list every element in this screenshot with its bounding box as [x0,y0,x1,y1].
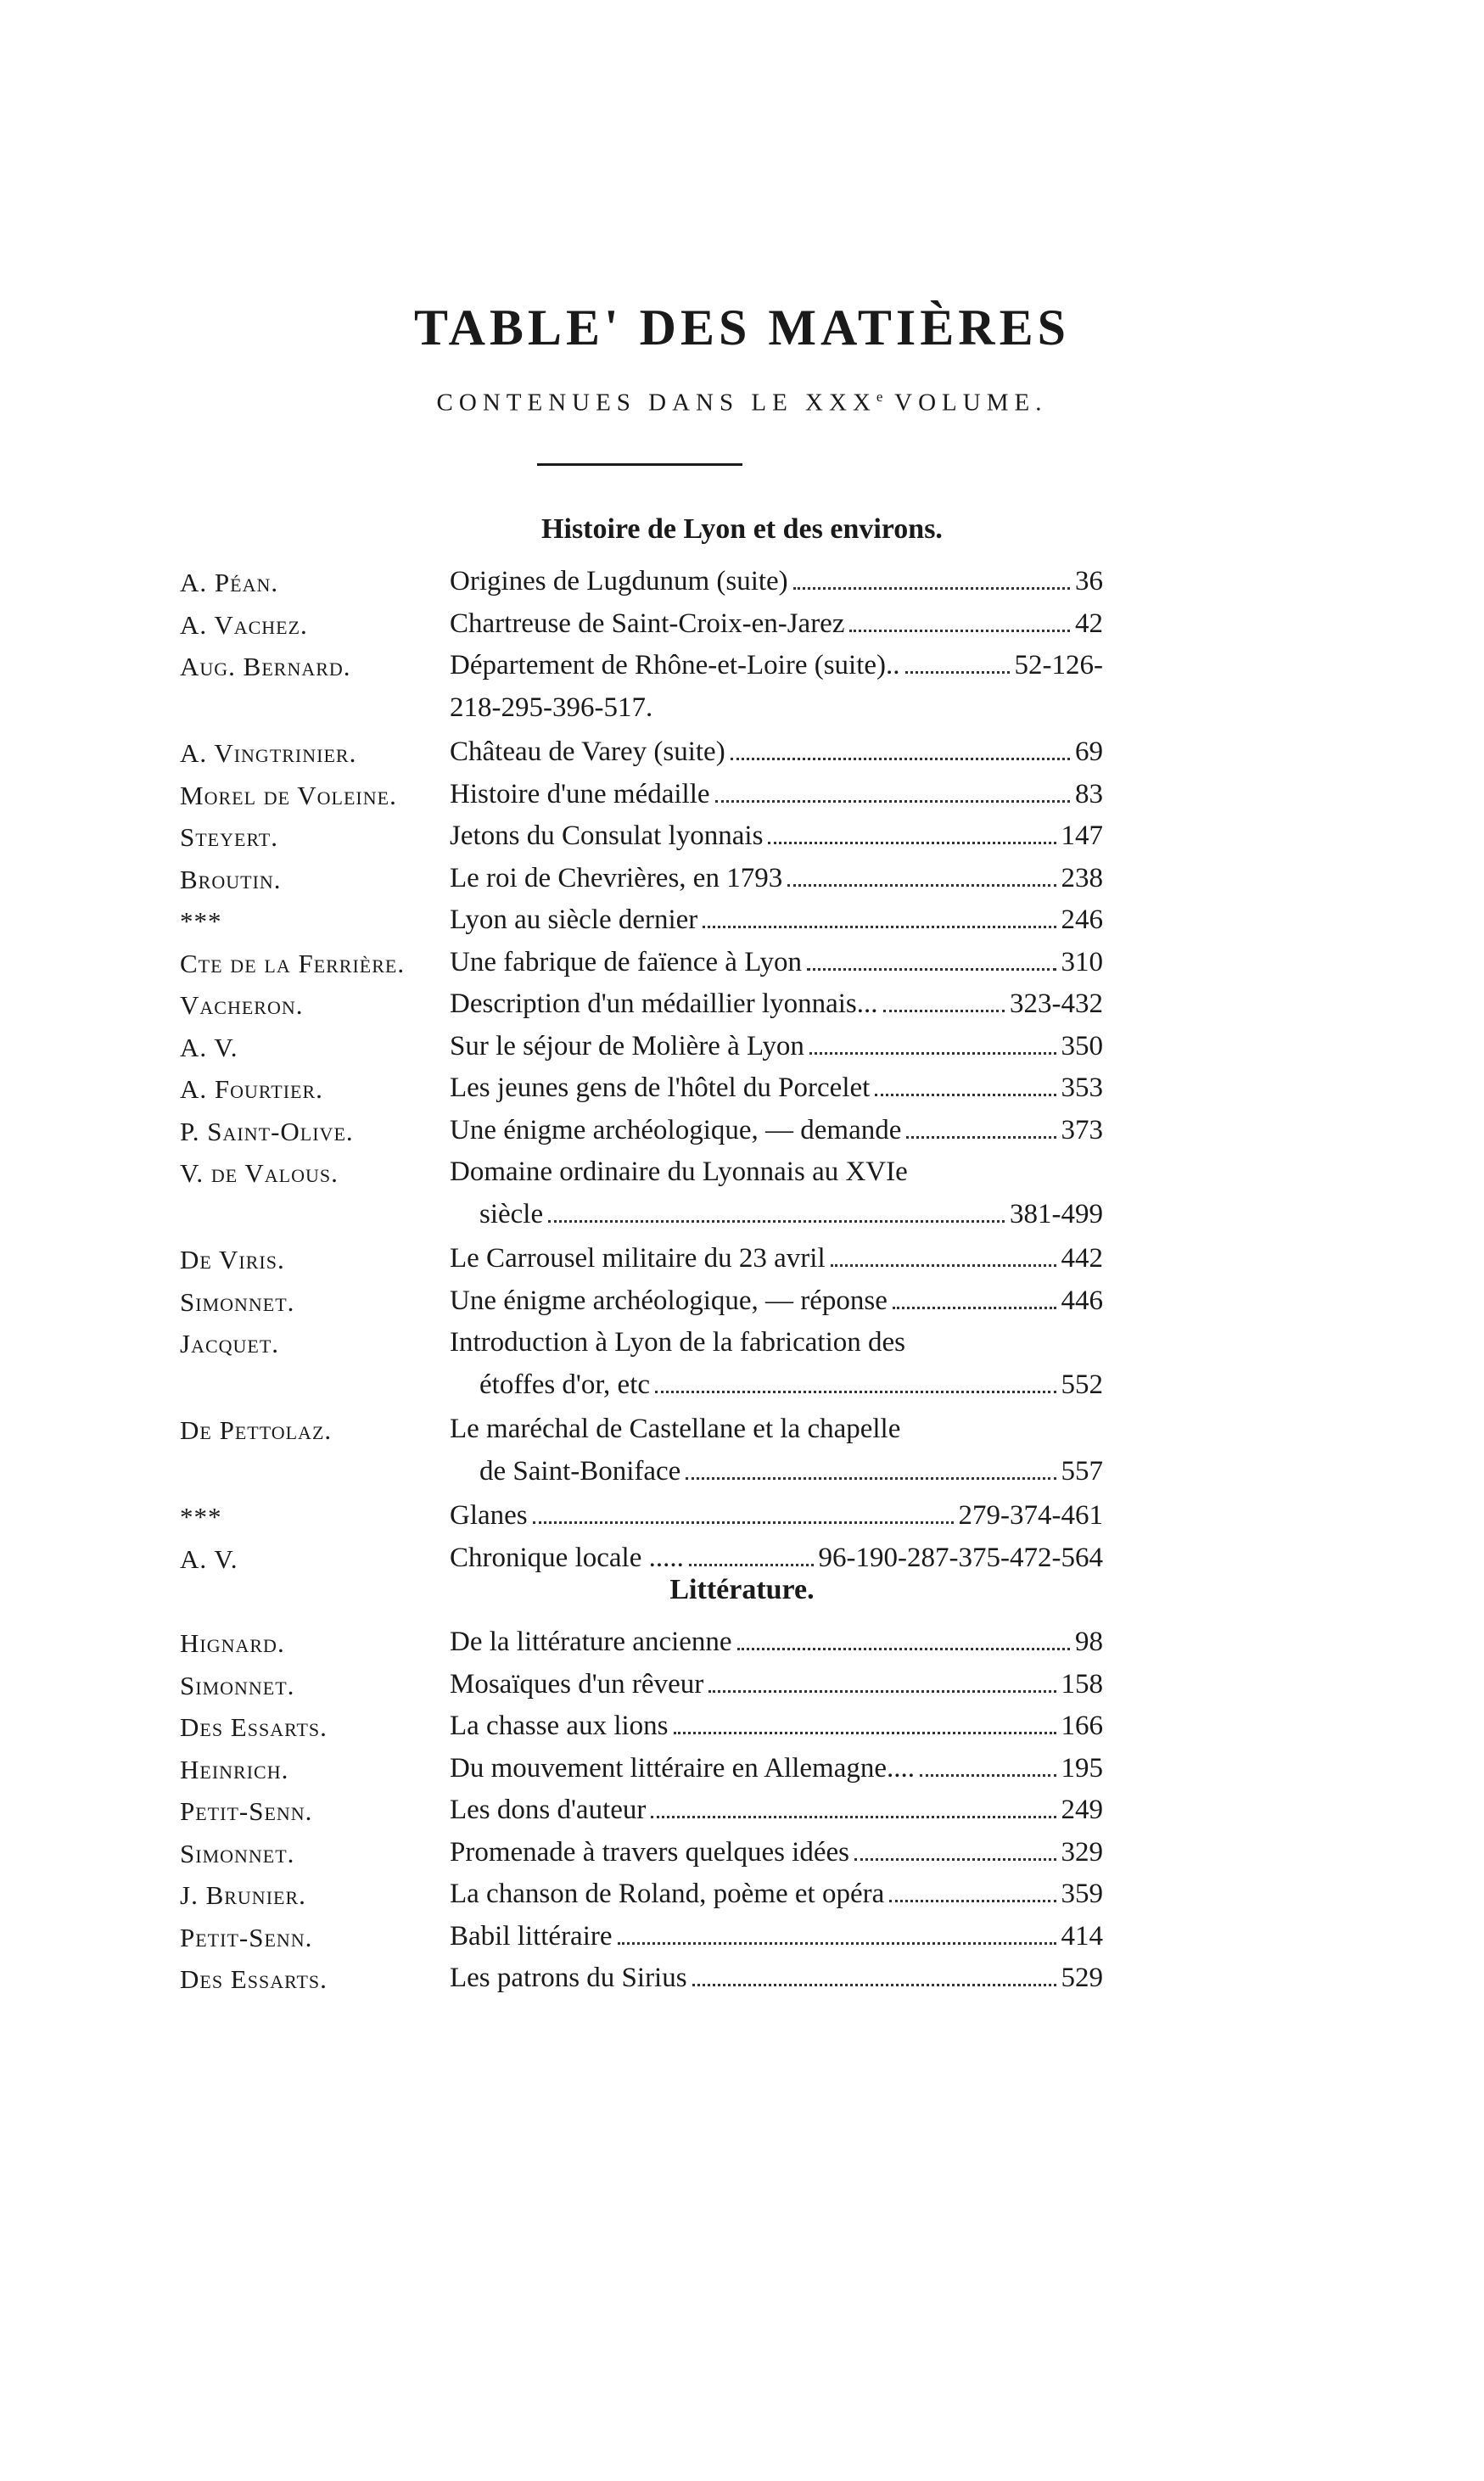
entry-author: Cte de la Ferrière. [180,948,406,978]
leader-dots [686,1476,1056,1480]
leader-dots [715,799,1070,803]
leader-dots [889,1899,1056,1902]
leader-dots [703,925,1056,928]
toc-entry [450,1711,1103,1742]
entry-author: Heinrich. [180,1754,289,1784]
entry-author: J. Brunier. [180,1880,306,1910]
toc-entry-continuation [479,1369,1103,1401]
toc-entry-continuation [479,1199,1103,1230]
toc-entry [450,1156,908,1188]
entry-title: Département de Rhône-et-Loire (suite).. [450,650,900,680]
entry-title: Une énigme archéologique, — réponse [450,1285,888,1316]
entry-author: *** [180,906,222,936]
entry-author: A. V. [180,1032,238,1062]
entry-author: V. de Valous. [180,1158,339,1188]
continuation-pages: 557 [1061,1455,1103,1487]
entry-pages: 310 [1061,946,1103,977]
entry-author: Aug. Bernard. [180,652,351,681]
section-heading: Littérature. [669,1574,815,1605]
entry-pages: 414 [1061,1920,1103,1952]
entry-title: Origines de Lugdunum (suite) [450,566,788,596]
leader-dots [906,1135,1056,1139]
toc-entry [450,1753,1103,1784]
entry-title: Promenade à travers quelques idées [450,1836,849,1868]
continuation-text: 218-295-396-517. [450,692,653,723]
leader-dots [787,883,1056,887]
leader-dots [854,1857,1056,1861]
title-divider [537,463,742,466]
entry-pages: 249 [1061,1795,1103,1825]
entry-title: Une fabrique de faïence à Lyon [450,946,803,977]
toc-entry [450,1414,900,1445]
entry-pages: 329 [1061,1836,1103,1868]
entry-title: Les dons d'auteur [450,1795,647,1825]
toc-entry [450,863,1103,894]
entry-title: Le maréchal de Castellane et la chapelle [450,1414,901,1444]
entry-author: Hignard. [180,1628,285,1658]
entry-pages: 42 [1075,608,1103,639]
entry-pages: 52-126- [1014,650,1103,680]
toc-entry [450,566,1103,597]
leader-dots [920,1773,1056,1777]
entry-title: Le roi de Chevrières, en 1793 [450,862,783,893]
entry-pages: 353 [1061,1072,1103,1103]
entry-pages: 195 [1061,1752,1103,1784]
toc-entry [450,988,1103,1020]
leader-dots [692,1983,1056,1986]
toc-entry [450,1627,1103,1658]
entry-author: *** [180,1502,222,1532]
toc-entry [450,779,1103,810]
entry-pages: 442 [1061,1243,1103,1274]
entry-author: P. Saint-Olive. [180,1116,354,1146]
entry-pages: 69 [1075,736,1103,767]
entry-author: Des Essarts. [180,1712,328,1742]
entry-author: Simonnet. [180,1286,295,1317]
entry-author: De Viris. [180,1245,285,1274]
continuation-pages: 381-499 [1010,1198,1103,1229]
leader-dots [548,1219,1005,1223]
entry-title: Chartreuse de Saint-Croix-en-Jarez [450,608,845,639]
entry-pages: 323-432 [1010,988,1103,1019]
section-heading: Histoire de Lyon et des environs. [541,513,943,545]
entry-title: Du mouvement littéraire en Allemagne.... [450,1752,915,1784]
entry-title: Les patrons du Sirius [450,1963,687,1993]
entry-title: Château de Varey (suite) [450,736,725,767]
toc-entry [450,1285,1103,1317]
entry-author: A. Fourtier. [180,1074,323,1104]
toc-entry [450,1031,1103,1062]
toc-entry [450,1879,1103,1910]
toc-entry-continuation [450,692,652,724]
leader-dots [768,841,1056,844]
entry-author: Steyert. [180,822,278,852]
toc-entry [450,1669,1103,1700]
entry-pages: 373 [1061,1114,1103,1145]
continuation-text: étoffes d'or, etc [479,1369,651,1400]
leader-dots [807,967,1056,971]
toc-entry [450,904,1103,936]
entry-title: Sur le séjour de Molière à Lyon [450,1030,804,1061]
leader-dots [655,1390,1056,1393]
entry-title: Description d'un médaillier lyonnais... [450,988,878,1019]
toc-entry [450,1327,905,1358]
leader-dots [689,1563,814,1566]
entry-author: De Pettolaz. [180,1415,333,1445]
subtitle-end: VOLUME. [882,389,1048,417]
leader-dots [875,1093,1056,1096]
leader-dots [809,1051,1056,1055]
entry-author: Petit-Senn. [180,1922,313,1952]
entry-title: La chasse aux lions [450,1711,669,1741]
leader-dots [674,1731,1056,1734]
entry-pages: 83 [1075,778,1103,809]
leader-dots [793,586,1070,590]
leader-dots [737,1647,1070,1650]
entry-pages: 96-190-287-375-472-564 [818,1542,1103,1573]
entry-pages: 446 [1061,1285,1103,1316]
leader-dots [831,1263,1056,1267]
entry-pages: 98 [1075,1627,1103,1657]
entry-author: A. Vingtrinier. [180,738,357,768]
toc-entry [450,736,1103,768]
entry-title: Histoire d'une médaille [450,778,710,809]
entry-author: A. V. [180,1543,238,1574]
leader-dots [849,629,1070,632]
continuation-text: de Saint-Boniface [479,1455,681,1487]
entry-author: Jacquet. [180,1329,280,1358]
leader-dots [731,757,1070,760]
entry-author: Des Essarts. [180,1964,328,1994]
entry-pages: 529 [1061,1963,1103,1993]
entry-title: Chronique locale ..... [450,1542,684,1573]
toc-entry [450,1963,1103,1994]
toc-entry [450,1543,1103,1574]
entry-pages: 350 [1061,1030,1103,1061]
entry-title: Jetons du Consulat lyonnais [450,820,764,851]
subtitle-text: CONTENUES DANS LE XXX [436,389,876,417]
entry-title: Lyon au siècle dernier [450,904,698,935]
toc-entry [450,1795,1103,1826]
entry-author: A. Péan. [180,568,279,597]
toc-entry [450,1500,1103,1532]
entry-author: A. Vachez. [180,609,308,640]
entry-title: Les jeunes gens de l'hôtel du Porcelet [450,1072,871,1103]
entry-title: Une énigme archéologique, — demande [450,1114,902,1145]
entry-author: Vacheron. [180,990,304,1020]
leader-dots [893,1306,1056,1309]
entry-title: Glanes [450,1500,528,1531]
leader-dots [708,1689,1056,1693]
toc-entry [450,1837,1103,1868]
entry-title: De la littérature ancienne [450,1627,732,1657]
entry-pages: 238 [1061,862,1103,893]
entry-pages: 36 [1075,566,1103,596]
toc-entry [450,1921,1103,1952]
entry-title: Introduction à Lyon de la fabrication des [450,1327,905,1358]
leader-dots [905,670,1010,674]
entry-author: Petit-Senn. [180,1796,313,1826]
entry-pages: 279-374-461 [958,1500,1103,1531]
entry-title: Domaine ordinaire du Lyonnais au XVIe [450,1156,908,1187]
leader-dots [618,1941,1056,1945]
entry-author: Simonnet. [180,1670,295,1700]
entry-author: Morel de Voleine. [180,780,397,810]
toc-entry-continuation [479,1456,1103,1487]
leader-dots [651,1815,1056,1818]
leader-dots [533,1521,954,1524]
entry-pages: 246 [1061,904,1103,935]
entry-pages: 147 [1061,820,1103,851]
entry-title: Babil littéraire [450,1920,613,1952]
toc-entry [450,608,1103,640]
page-subtitle [0,389,1484,417]
entry-pages: 158 [1061,1668,1103,1700]
continuation-pages: 552 [1061,1369,1103,1400]
entry-pages: 166 [1061,1711,1103,1741]
toc-entry [450,1115,1103,1146]
toc-entry [450,820,1103,852]
continuation-text: siècle [479,1198,544,1229]
entry-pages: 359 [1061,1879,1103,1909]
entry-author: Simonnet. [180,1838,295,1868]
page-title: TABLE' DES MATIÈRES [414,300,1070,356]
toc-entry [450,1072,1103,1104]
toc-entry [450,650,1103,681]
toc-entry [450,1243,1103,1274]
entry-title: Le Carrousel militaire du 23 avril [450,1243,826,1274]
toc-entry [450,947,1103,978]
entry-title: La chanson de Roland, poème et opéra [450,1879,885,1909]
entry-author: Broutin. [180,864,282,894]
subtitle-superscript: e [876,389,883,405]
entry-title: Mosaïques d'un rêveur [450,1668,704,1700]
leader-dots [883,1009,1005,1012]
